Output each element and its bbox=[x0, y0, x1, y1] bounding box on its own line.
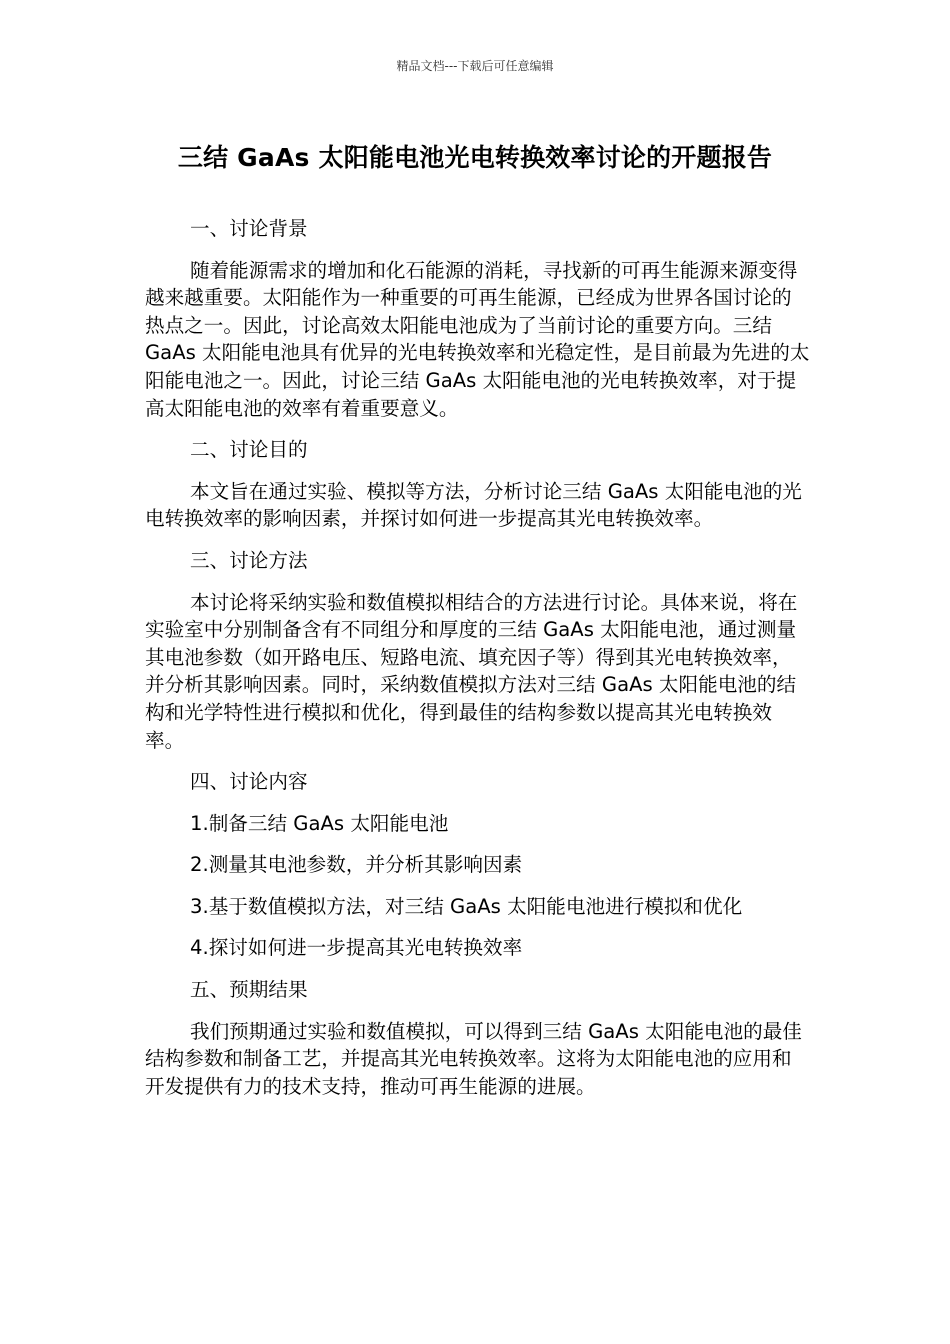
section-heading-expected-results: 五、预期结果 bbox=[190, 978, 308, 1002]
content-list-item: 3.基于数值模拟方法，对三结 GaAs 太阳能电池进行模拟和优化 bbox=[190, 894, 743, 918]
section-text-background: 随着能源需求的增加和化石能源的消耗，寻找新的可再生能源来源变得越来越重要。太阳能作为一种重要的可再生能源，已经成为世界各国讨论的热点之一。因此，讨论高效太阳能电池成为了当前讨论的重要方向。三结 GaAs 太阳能电池具有优异的光电转换效率和光稳定性，是目前最为先进的太阳能电池之一。因此，讨论三结 GaAs 太阳能电池的光电转换效率，对于提高太阳能电池的效率有着重要意义。 bbox=[145, 258, 810, 420]
content-list-item: 2.测量其电池参数，并分析其影响因素 bbox=[190, 853, 523, 877]
section-text-method: 本讨论将采纳实验和数值模拟相结合的方法进行讨论。具体来说，将在实验室中分别制备含有不同组分和厚度的三结 GaAs 太阳能电池，通过测量其电池参数（如开路电压、短路电流、填充因子等）得到其光电转换效率，并分析其影响因素。同时，采纳数值模拟方法对三结 GaAs 太阳能电池的结构和光学特性进行模拟和优化，得到最佳的结构参数以提高其光电转换效率。 bbox=[145, 590, 798, 752]
section-text-purpose: 本文旨在通过实验、模拟等方法，分析讨论三结 GaAs 太阳能电池的光电转换效率的影响因素，并探讨如何进一步提高其光电转换效率。 bbox=[145, 479, 802, 531]
section-heading-method: 三、讨论方法 bbox=[190, 548, 308, 572]
content-list-item: 1.制备三结 GaAs 太阳能电池 bbox=[190, 811, 449, 835]
section-heading-background: 一、讨论背景 bbox=[190, 217, 308, 240]
header-note: 精品文档---下载后可任意编辑 bbox=[396, 59, 554, 73]
section-heading-content: 四、讨论内容 bbox=[190, 770, 308, 794]
document-title: 三结 GaAs 太阳能电池光电转换效率讨论的开题报告 bbox=[177, 143, 773, 172]
content-list-item: 4.探讨如何进一步提高其光电转换效率 bbox=[190, 936, 523, 960]
section-heading-purpose: 二、讨论目的 bbox=[190, 438, 308, 462]
document-body bbox=[145, 215, 810, 1114]
section-text-expected-results: 我们预期通过实验和数值模拟，可以得到三结 GaAs 太阳能电池的最佳结构参数和制备工艺，并提高其光电转换效率。这将为太阳能电池的应用和开发提供有力的技术支持，推动可再生能源的进展。 bbox=[145, 1019, 802, 1098]
